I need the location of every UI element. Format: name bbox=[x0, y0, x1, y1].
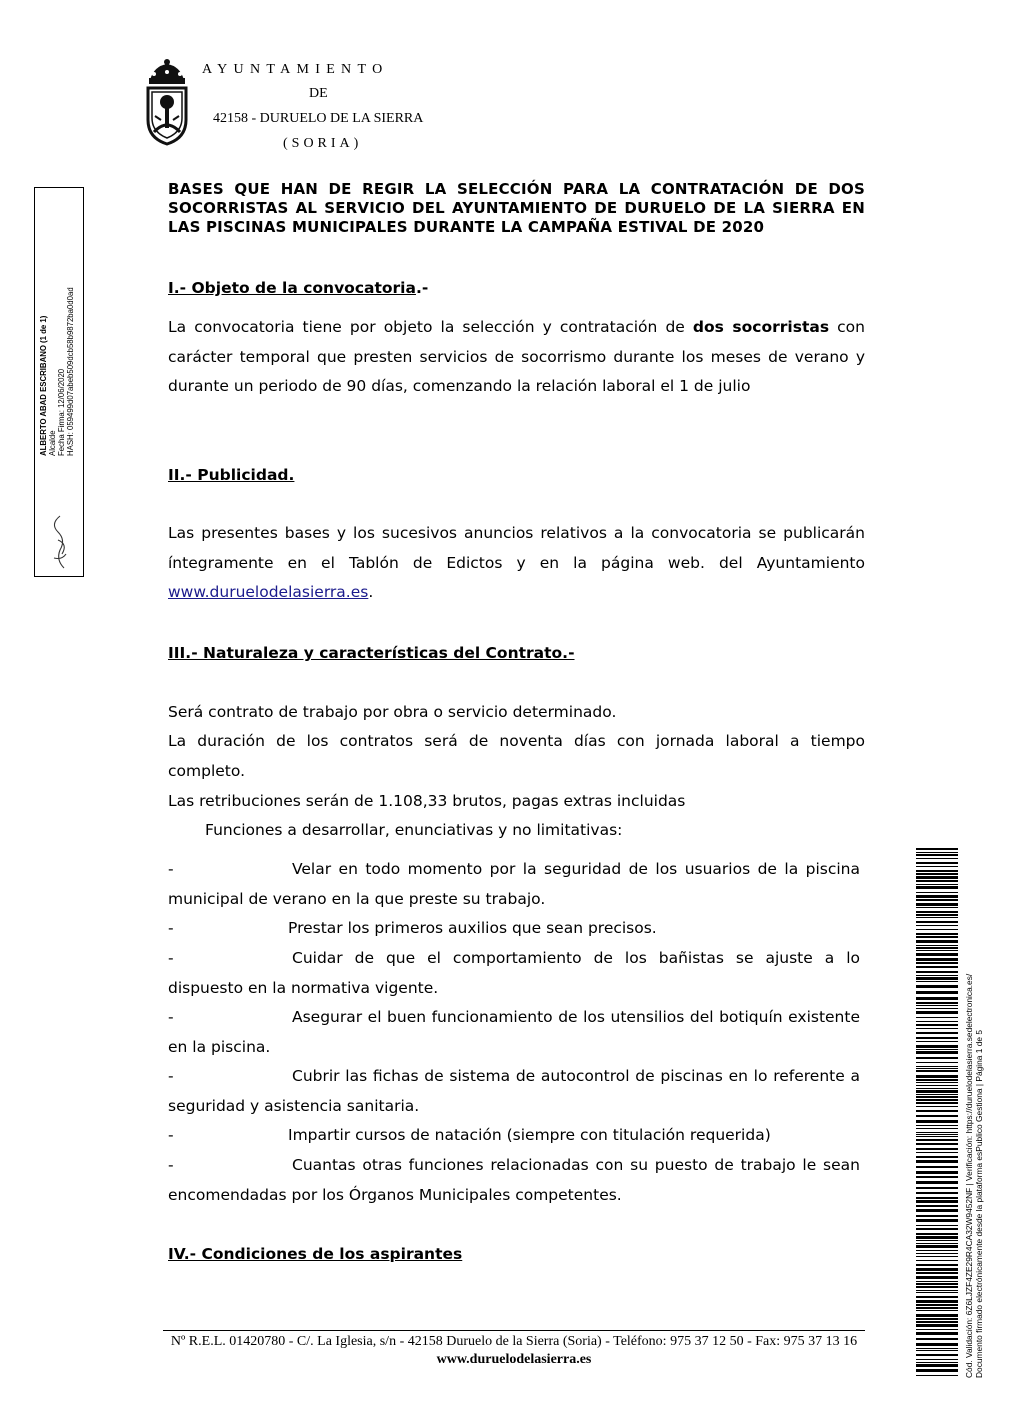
function-text: Cuantas otras funciones relacionadas con su puesto de trabajo le sean encomendadas por los Órganos Municipales competentes. bbox=[168, 1156, 860, 1204]
footer-website: www.duruelodelasierra.es bbox=[436, 1352, 592, 1367]
section-2-paragraph bbox=[168, 519, 865, 608]
section-3-line-2: La duración de los contratos será de noventa días con jornada laboral a tiempo completo. bbox=[168, 732, 865, 780]
signer-name: ALBERTO ABAD ESCRIBANO (1 de 1) bbox=[39, 315, 48, 456]
header-address: 42158 - DURUELO DE LA SIERRA bbox=[213, 111, 424, 126]
function-text: Cubrir las fichas de sistema de autocontrol de piscinas en lo referente a seguridad y asistencia sanitaria. bbox=[168, 1067, 860, 1115]
section-3-heading: III.- Naturaleza y características del Contrato.- bbox=[168, 644, 575, 662]
section-1-text-rest: con carácter temporal que presten servicios de socorrismo durante los meses de verano y durante un periodo de 90 días, comenzando la relación laboral el 1 de julio bbox=[168, 318, 865, 395]
section-2-text: Las presentes bases y los sucesivos anuncios relativos a la convocatoria se publicarán íntegramente en el Tablón de Edictos y en la página web. del Ayuntamiento bbox=[168, 524, 865, 572]
bullet-dash: - bbox=[168, 1126, 174, 1144]
bullet-dash: - bbox=[168, 1156, 174, 1174]
section-1-paragraph bbox=[168, 313, 865, 402]
function-item bbox=[168, 855, 860, 914]
section-1-heading-suffix: .- bbox=[415, 279, 429, 297]
document-title: BASES QUE HAN DE REGIR LA SELECCIÓN PARA LA CONTRATACIÓN DE DOS SOCORRISTAS AL SERVICIO DEL AYUNTAMIENTO DE DURUELO DE LA SIERRA EN LAS PISCINAS MUNICIPALES DURANTE LA CAMPAÑA ESTIVAL DE 2020 bbox=[168, 180, 865, 236]
bullet-dash: - bbox=[168, 1008, 174, 1026]
section-4-heading: IV.- Condiciones de los aspirantes bbox=[168, 1245, 463, 1263]
handwritten-signature-icon bbox=[38, 510, 78, 572]
function-text: Prestar los primeros auxilios que sean precisos. bbox=[288, 919, 657, 937]
bullet-dash: - bbox=[168, 919, 174, 937]
municipal-crest-icon bbox=[142, 58, 192, 148]
website-link[interactable]: www.duruelodelasierra.es bbox=[168, 583, 369, 601]
verification-code: Cód. Validación: 6Z6LJZF4ZE29R4CA32W9452NF | Verificación: https://duruelodelasierra.sedelectronica.es/ bbox=[964, 973, 974, 1378]
function-item bbox=[168, 1003, 860, 1062]
header-province: (SORIA) bbox=[283, 136, 363, 151]
signer-role: Alcalde bbox=[48, 430, 57, 456]
signature-date: Fecha Firma: 12/06/2020 bbox=[57, 368, 66, 456]
function-text: Velar en todo momento por la seguridad de los usuarios de la piscina municipal de verano en la que preste su trabajo. bbox=[168, 860, 860, 908]
header-de: DE bbox=[309, 86, 328, 101]
function-item bbox=[168, 1062, 860, 1121]
section-3-line-3: Las retribuciones serán de 1.108,33 brutos, pagas extras incluidas bbox=[168, 792, 686, 810]
function-item bbox=[168, 1121, 860, 1151]
footer-address: Nº R.E.L. 01420780 - C/. La Iglesia, s/n - 42158 Duruelo de la Sierra (Soria) - Teléfono: 975 37 12 50 - Fax: 975 37 13 16 bbox=[170, 1334, 858, 1349]
section-3-line-1: Será contrato de trabajo por obra o servicio determinado. bbox=[168, 703, 617, 721]
function-item bbox=[168, 944, 860, 1003]
barcode-icon bbox=[916, 848, 958, 1378]
section-2-heading: II.- Publicidad. bbox=[168, 466, 295, 484]
bullet-dash: - bbox=[168, 949, 174, 967]
bullet-dash: - bbox=[168, 860, 174, 878]
section-3-line-4: Funciones a desarrollar, enunciativas y no limitativas: bbox=[205, 821, 623, 839]
signature-hash: HASH: 059499d07abeb509dcb58b9872ba0d0ad bbox=[66, 287, 75, 456]
section-1-bold-text: dos socorristas bbox=[692, 318, 830, 336]
header-ayuntamiento: AYUNTAMIENTO bbox=[202, 62, 389, 77]
footer-divider bbox=[163, 1330, 865, 1331]
bullet-dash: - bbox=[168, 1067, 174, 1085]
verification-text bbox=[964, 848, 988, 1378]
section-2-text-end: . bbox=[368, 583, 374, 601]
function-item bbox=[168, 914, 860, 944]
function-text: Impartir cursos de natación (siempre con titulación requerida) bbox=[288, 1126, 771, 1144]
section-1-heading bbox=[168, 279, 428, 297]
verification-platform: Documento firmado electrónicamente desde la plataforma esPublico Gestiona | Página 1 de 5 bbox=[974, 1029, 984, 1378]
section-1-text: La convocatoria tiene por objeto la selección y contratación de bbox=[168, 318, 693, 336]
function-text: Cuidar de que el comportamiento de los bañistas se ajuste a lo dispuesto en la normativa vigente. bbox=[168, 949, 860, 997]
function-text: Asegurar el buen funcionamiento de los utensilios del botiquín existente en la piscina. bbox=[168, 1008, 860, 1056]
function-item bbox=[168, 1151, 860, 1210]
section-1-heading-text: I.- Objeto de la convocatoria bbox=[168, 279, 416, 297]
